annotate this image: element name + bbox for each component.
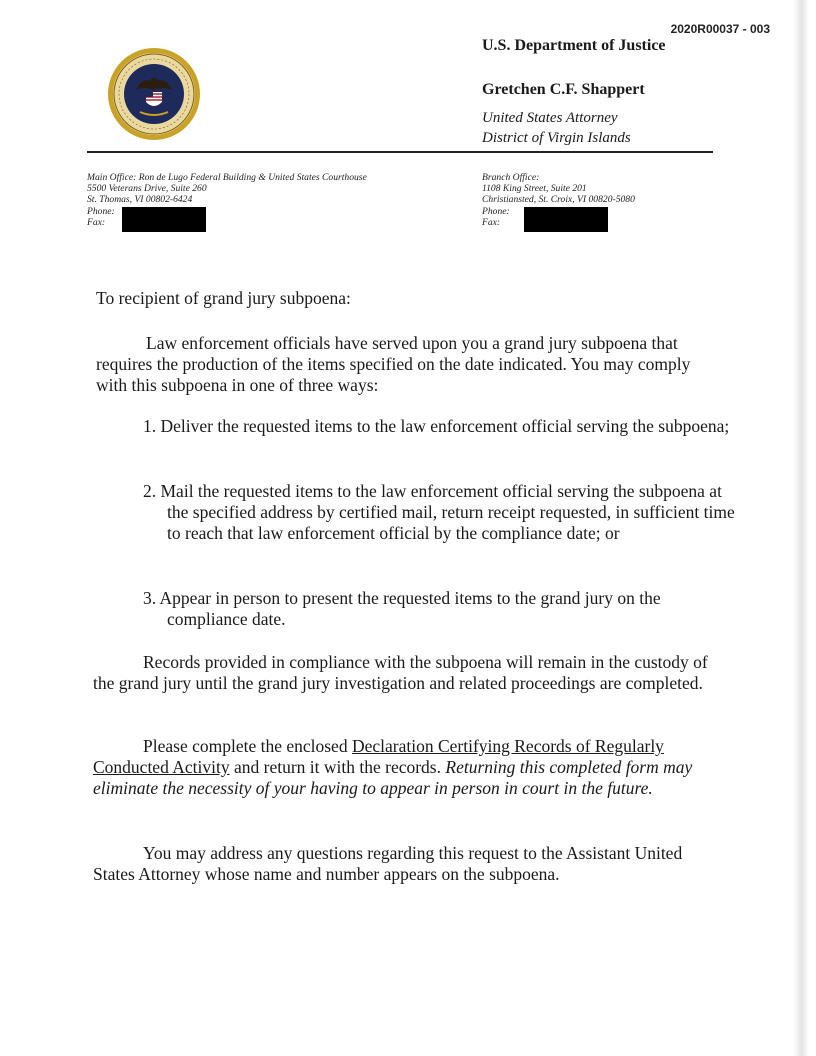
main-office-label: Main Office: — [87, 172, 137, 183]
main-office-building: Ron de Lugo Federal Building & United States Courthouse — [138, 172, 367, 183]
list-item-number: 1. — [143, 416, 157, 436]
intro-paragraph: Law enforcement officials have served upon you a grand jury subpoena that requires the production of the items specified on the date indicated. You may comply with this subpoena in one of three ways: — [96, 333, 691, 395]
custody-paragraph: Records provided in compliance with the subpoena will remain in the custody of the grand jury until the grand jury investigation and related proceedings are completed. — [93, 652, 708, 693]
declaration-note: Returning this completed form may eliminate the necessity of your having to appear in person in court in the future. — [93, 757, 693, 798]
declaration-paragraph — [93, 736, 717, 799]
redaction-box — [524, 207, 608, 232]
list-item-text: Deliver the requested items to the law enforcement official serving the subpoena; — [160, 416, 730, 436]
attorney-title-block — [482, 108, 631, 148]
branch-office-city: Christiansted, St. Croix, VI 00820-5080 — [482, 194, 635, 206]
attorney-name: Gretchen C.F. Shappert — [482, 81, 645, 98]
branch-office-fax-label: Fax: — [482, 216, 501, 228]
attorney-title: United States Attorney — [482, 110, 618, 126]
list-item-number: 2. — [143, 481, 157, 501]
branch-office-street: 1108 King Street, Suite 201 — [482, 183, 587, 195]
list-item — [143, 481, 737, 544]
district-name: District of Virgin Islands — [482, 130, 631, 146]
declaration-suffix: and return it with the records. — [229, 757, 446, 777]
declaration-prefix: Please complete the enclosed — [143, 736, 352, 756]
doj-seal-icon — [106, 46, 202, 142]
list-item-text: Appear in person to present the requested items to the grand jury on the compliance date. — [159, 588, 661, 629]
main-office-phone-label: Phone: — [87, 205, 115, 217]
scan-edge-shadow — [793, 0, 809, 1056]
declaration-form-title: Declaration Certifying Records of Regularly Conducted Activity — [93, 736, 664, 777]
header-divider — [87, 151, 713, 153]
main-office-city: St. Thomas, VI 00802-6424 — [87, 194, 193, 206]
department-name: U.S. Department of Justice — [482, 37, 666, 54]
list-item — [143, 416, 737, 437]
main-office-street: 5500 Veterans Drive, Suite 260 — [87, 183, 207, 195]
document-id: 2020R00037 - 003 — [670, 22, 770, 36]
main-office-fax-label: Fax: — [87, 216, 106, 228]
list-item — [143, 588, 737, 630]
salutation: To recipient of grand jury subpoena: — [96, 288, 351, 308]
redaction-box — [122, 207, 206, 232]
questions-paragraph: You may address any questions regarding this request to the Assistant United States Attorney whose name and number appears on the subpoena. — [93, 843, 683, 884]
list-item-text: Mail the requested items to the law enforcement official serving the subpoena at the specified address by certified mail, return receipt requested, in sufficient time to reach that law enforcement official by the compliance date; or — [160, 481, 735, 543]
branch-office-phone-label: Phone: — [482, 205, 510, 217]
main-office-line-1 — [87, 172, 427, 183]
list-item-number: 3. — [143, 588, 157, 608]
branch-office-label: Branch Office: — [482, 172, 540, 183]
